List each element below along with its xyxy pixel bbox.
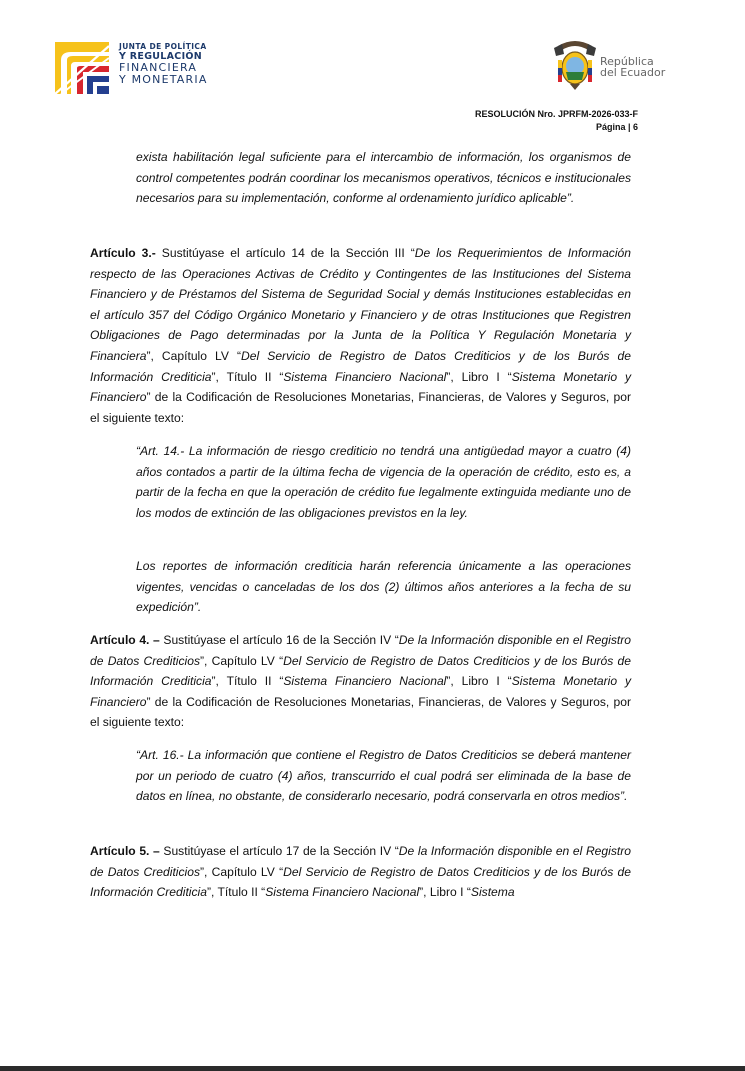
logo-line-1: JUNTA DE POLÍTICA [119, 42, 207, 51]
article-3-text-3: ”, Título II “ [211, 369, 284, 384]
article-5-title-name: Sistema Financiero Nacional [265, 885, 420, 900]
article-4-text-3: ”, Título II “ [211, 674, 284, 689]
article-5-text-1: Sustitúyase el artículo 17 de la Sección IV “ [159, 844, 399, 858]
jprfm-logo-text [119, 42, 229, 86]
article-3-paragraph [90, 243, 631, 428]
article-4-text-1: Sustitúyase el artículo 16 de la Sección IV “ [159, 633, 399, 647]
resolution-number: RESOLUCIÓN Nro. JPRFM-2026-033-F [474, 109, 638, 119]
art-14-quote: “Art. 14.- La información de riesgo crediticio no tendrá una antigüedad mayor a cuatro (4) años contados a partir de la última fecha de vigencia de la operación de crédito, esto es, a partir de la fecha en que la operación de crédito fue legalmente extinguida mediante uno de los modos de extinción de las obligaciones previstos en la ley. [136, 444, 631, 520]
bottom-edge-bar [0, 1066, 745, 1071]
article-4-chapter-title: Del Servicio de Registro de Datos Crediticios y de los Burós de Información Crediticia [90, 653, 632, 689]
continuation-paragraph: exista habilitación legal suficiente para el intercambio de información, los organismos de control competentes podrán coordinar los mecanismos operativos, técnicos e institucionales necesarios para su implementación, conforme al ordenamiento jurídico aplicable”. [136, 150, 631, 206]
article-3-section-title: De los Requerimientos de Información respecto de las Operaciones Activas de Crédito y Contingentes de las Instituciones del Sistema Financiero y de Préstamos del Sistema de Seguridad Social y demás Instituciones establecidas en el artículo 357 del Código Orgánico Monetario y Financiero y de otras Instituciones que Registren Obligaciones de Pago determinadas por la Junta de la Política Y Regulación Monetaria y Financiera [90, 246, 631, 363]
republica-line-2: del Ecuador [600, 66, 666, 79]
republica-ecuador-logo [552, 36, 672, 94]
art-14-quote-2: Los reportes de información crediticia harán referencia únicamente a las operaciones vigentes, vencidas o canceladas de los dos (2) últimos años anteriores a la fecha de su expedición”. [136, 559, 631, 615]
article-3-chapter-title: Del Servicio de Registro de Datos Crediticios y de los Burós de Información Crediticia [90, 348, 631, 384]
jprfm-logo-icon [53, 38, 111, 96]
article-5-text-3: ”, Título II “ [206, 885, 266, 900]
article-4-text-4: ”, Libro I “ [446, 674, 512, 689]
article-3-text-2: ”, Capítulo LV “ [146, 348, 242, 363]
article-5-section-title: De la Información disponible en el Registro de Datos Crediticios [90, 844, 631, 879]
republica-text [600, 56, 665, 78]
article-4-label: Artículo 4. – [90, 633, 160, 647]
logo-line-3: FINANCIERA [119, 61, 198, 74]
article-3-text-4: ”, Libro I “ [446, 369, 512, 384]
logo-line-2: Y REGULACIÓN [119, 51, 203, 62]
ecuador-coat-of-arms-icon [552, 36, 598, 92]
article-5-book-name: Sistema [470, 885, 515, 900]
article-3-title-name: Sistema Financiero Nacional [283, 369, 447, 384]
article-4-title-name: Sistema Financiero Nacional [283, 674, 447, 689]
article-5-text-2: ”, Capítulo LV “ [200, 864, 284, 879]
resolution-meta [475, 108, 638, 134]
article-3-text-1: Sustitúyase el artículo 14 de la Sección III “ [155, 246, 415, 260]
article-4-section-title: De la Información disponible en el Registro de Datos Crediticios [90, 633, 631, 668]
page-number: Página | 6 [595, 122, 638, 132]
jprfm-logo [53, 38, 223, 100]
article-3-text-5: ” de la Codificación de Resoluciones Monetarias, Financieras, de Valores y Seguros, por el siguiente texto: [90, 390, 631, 425]
article-4-paragraph [90, 630, 631, 733]
logo-line-4: Y MONETARIA [119, 73, 208, 86]
article-5-label: Artículo 5. – [90, 844, 160, 858]
article-4-book-name: Sistema Monetario y Financiero [90, 674, 632, 709]
article-4-text-5: ” de la Codificación de Resoluciones Monetarias, Financieras, de Valores y Seguros, por el siguiente texto: [90, 694, 631, 730]
article-3-label: Artículo 3.- [90, 246, 156, 260]
article-5-text-4: ”, Libro I “ [419, 885, 471, 900]
art-16-quote: “Art. 16.- La información que contiene el Registro de Datos Crediticios se deberá mantener por un periodo de cuatro (4) años, transcurrido el cual podrá ser eliminada de la base de datos en línea, no obstante, de considerarlo necesario, podrá conservarla en otros medios”. [136, 748, 631, 804]
article-5-paragraph [90, 841, 631, 903]
article-4-text-2: ”, Capítulo LV “ [200, 653, 284, 668]
republica-line-1: República [600, 55, 654, 68]
article-5-chapter-title: Del Servicio de Registro de Datos Crediticios y de los Burós de Información Crediticia [90, 864, 632, 900]
article-3-book-name: Sistema Monetario y Financiero [90, 369, 632, 405]
